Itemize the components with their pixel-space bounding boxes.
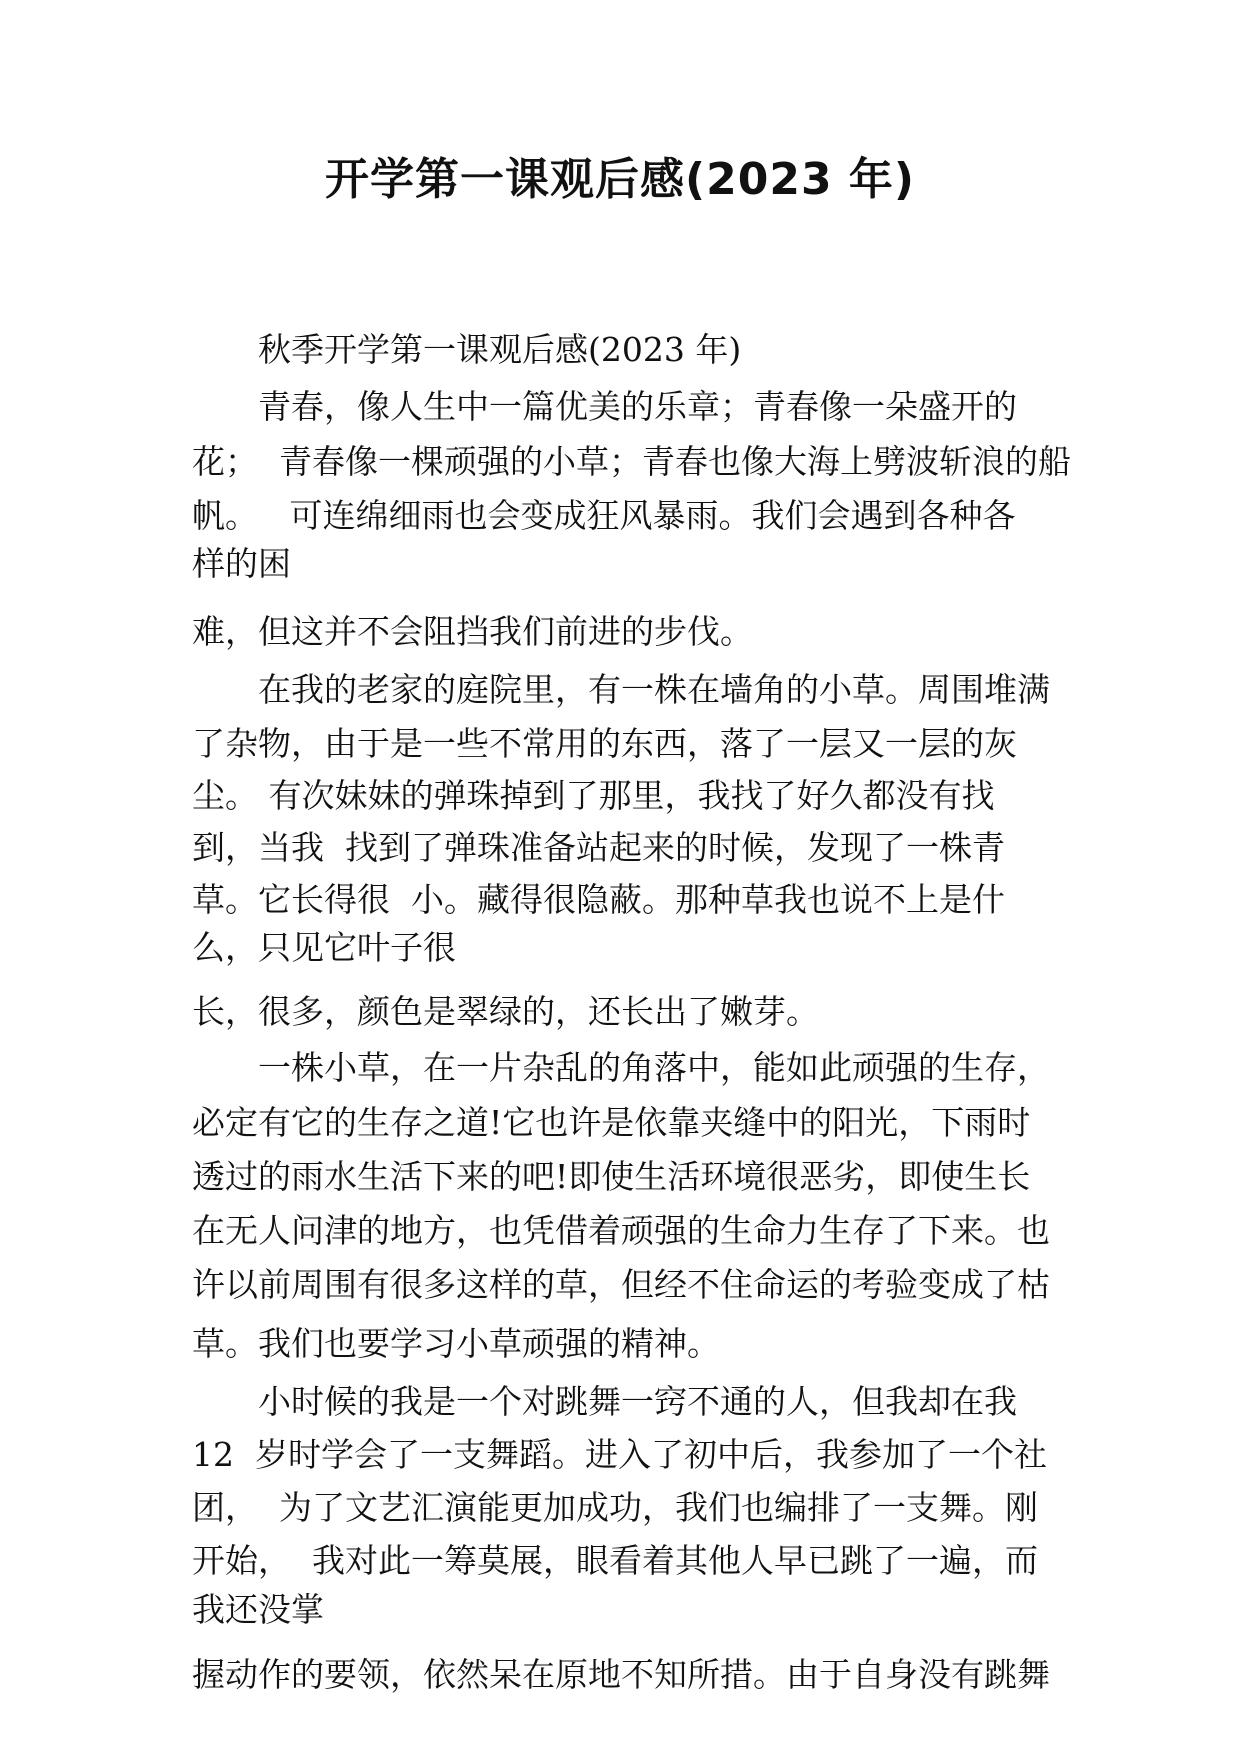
text-line: 了杂物，由于是一些不常用的东西，落了一层又一层的灰 bbox=[192, 724, 1017, 763]
text-line: 团， 为了文艺汇演能更加成功，我们也编排了一支舞。刚 bbox=[192, 1488, 1038, 1527]
subtitle-line: 秋季开学第一课观后感(2023 年) bbox=[258, 330, 742, 369]
text-line: 开始， 我对此一筹莫展，眼看着其他人早已跳了一遍，而 bbox=[192, 1541, 1038, 1580]
text-line: 草。它长得很 小。藏得很隐蔽。那种草我也说不上是什 bbox=[192, 880, 1005, 919]
text-line: 在我的老家的庭院里，有一株在墙角的小草。周围堆满 bbox=[258, 670, 1050, 709]
text-line: 透过的雨水生活下来的吧!即使生活环境很恶劣，即使生长 bbox=[192, 1157, 1031, 1196]
text-line: 12 岁时学会了一支舞蹈。进入了初中后，我参加了一个社 bbox=[192, 1435, 1047, 1474]
text-line: 样的困 bbox=[192, 544, 291, 583]
text-line: 必定有它的生存之道!它也许是依靠夹缝中的阳光，下雨时 bbox=[192, 1103, 1031, 1142]
text-line: 长，很多，颜色是翠绿的，还长出了嫩芽。 bbox=[192, 992, 819, 1031]
text-line: 我还没掌 bbox=[192, 1590, 324, 1629]
text-line: 小时候的我是一个对跳舞一窍不通的人，但我却在我 bbox=[258, 1382, 1017, 1421]
text-line: 一株小草，在一片杂乱的角落中，能如此顽强的生存， bbox=[258, 1048, 1050, 1087]
text-line: 尘。 有次妹妹的弹珠掉到了那里，我找了好久都没有找 bbox=[192, 776, 995, 815]
text-line: 在无人问津的地方，也凭借着顽强的生命力生存了下来。也 bbox=[192, 1211, 1050, 1250]
text-line: 许以前周围有很多这样的草，但经不住命运的考验变成了枯 bbox=[192, 1265, 1050, 1304]
text-line: 青春，像人生中一篇优美的乐章；青春像一朵盛开的 bbox=[258, 387, 1017, 426]
document-title: 开学第一课观后感(2023 年) bbox=[325, 154, 915, 205]
text-line: 到，当我 找到了弹珠准备站起来的时候，发现了一株青 bbox=[192, 828, 1005, 867]
text-line: 花； 青春像一棵顽强的小草；青春也像大海上劈波斩浪的船 bbox=[192, 442, 1071, 481]
text-line: 帆。 可连绵细雨也会变成狂风暴雨。我们会遇到各种各 bbox=[192, 496, 1016, 535]
text-line: 草。我们也要学习小草顽强的精神。 bbox=[192, 1324, 720, 1363]
text-line: 难，但这并不会阻挡我们前进的步伐。 bbox=[192, 612, 753, 651]
text-line: 么，只见它叶子很 bbox=[192, 928, 456, 967]
text-line: 握动作的要领，依然呆在原地不知所措。由于自身没有跳舞 bbox=[192, 1655, 1050, 1694]
